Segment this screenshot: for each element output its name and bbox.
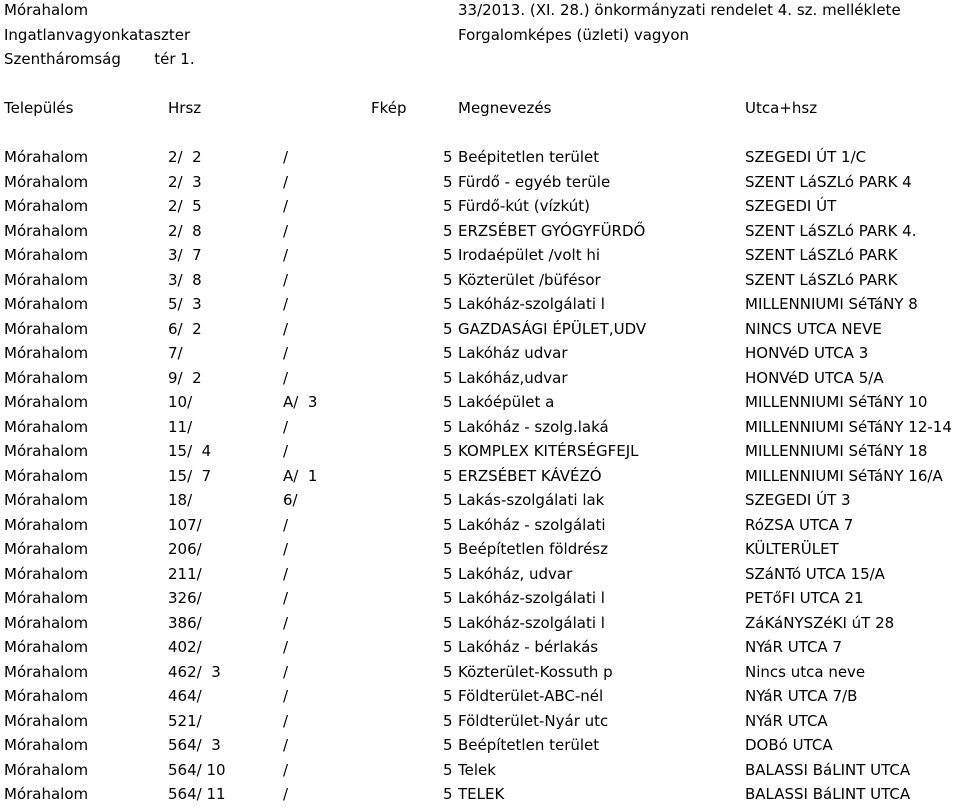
cell-hrsz: 211/ <box>168 564 202 583</box>
cell-hrsz: 564/ 3 <box>168 736 221 754</box>
cell-hrsz: 15/ 7 <box>168 466 212 485</box>
cell-hrsz: 386/ <box>168 613 202 632</box>
cell-utca: NYáR UTCA 7 <box>745 638 843 656</box>
column-header-fkep: Fkép <box>371 99 407 117</box>
cell-fkep: / <box>283 417 289 436</box>
cell-utca: RóZSA UTCA 7 <box>745 515 854 534</box>
cell-fkep: / <box>283 197 289 215</box>
cell-number: 5 <box>443 172 453 191</box>
cell-hrsz: 9/ 2 <box>168 368 202 387</box>
cell-hrsz: 521/ <box>168 711 202 730</box>
cell-fkep: / <box>283 785 289 803</box>
cell-megnevezes: Fürdő - egyéb terüle <box>458 172 611 191</box>
cell-fkep: / <box>283 564 289 583</box>
cell-telepules: Mórahalom <box>4 711 89 730</box>
cell-hrsz: 6/ 2 <box>168 319 202 338</box>
cell-hrsz: 18/ <box>168 491 193 509</box>
cell-fkep: / <box>283 736 289 754</box>
cell-telepules: Mórahalom <box>4 344 89 362</box>
cell-number: 5 <box>443 589 453 607</box>
cell-utca: HONVéD UTCA 5/A <box>745 368 884 387</box>
asset-category: Forgalomképes (üzleti) vagyon <box>458 25 690 44</box>
cell-utca: MILLENNIUMI SéTáNY 18 <box>745 442 928 460</box>
cell-telepules: Mórahalom <box>4 368 89 387</box>
cell-hrsz: 2/ 5 <box>168 197 202 215</box>
cell-telepules: Mórahalom <box>4 417 89 436</box>
cell-utca: SZáNTó UTCA 15/A <box>745 564 885 583</box>
cell-telepules: Mórahalom <box>4 613 89 632</box>
cell-fkep: / <box>283 344 289 362</box>
cell-number: 5 <box>443 662 453 681</box>
cell-hrsz: 2/ 3 <box>168 172 202 191</box>
cell-hrsz: 3/ 8 <box>168 270 202 289</box>
cell-hrsz: 5/ 3 <box>168 295 202 313</box>
cell-number: 5 <box>443 246 453 264</box>
cell-megnevezes: Lakóház - bérlakás <box>458 638 599 656</box>
cell-telepules: Mórahalom <box>4 540 89 558</box>
cell-fkep: / <box>283 442 289 460</box>
cell-hrsz: 2/ 2 <box>168 148 202 166</box>
cell-telepules: Mórahalom <box>4 197 89 215</box>
cell-telepules: Mórahalom <box>4 687 89 705</box>
cell-megnevezes: Közterület /büfésor <box>458 270 601 289</box>
cell-utca: MILLENNIUMI SéTáNY 8 <box>745 295 918 313</box>
cell-telepules: Mórahalom <box>4 295 89 313</box>
column-header-telepules: Település <box>4 99 74 117</box>
cell-megnevezes: Lakóház,udvar <box>458 368 568 387</box>
cell-megnevezes: Lakóház-szolgálati l <box>458 295 605 313</box>
cell-utca: BALASSI BáLINT UTCA <box>745 760 911 779</box>
cell-hrsz: 7/ <box>168 344 183 362</box>
cell-utca: SZENT LáSZLó PARK <box>745 246 898 264</box>
cell-utca: SZEGEDI ÚT 3 <box>745 491 851 509</box>
cell-utca: SZEGEDI ÚT <box>745 197 837 215</box>
cell-hrsz: 206/ <box>168 540 202 558</box>
cell-fkep: / <box>283 662 289 681</box>
cell-telepules: Mórahalom <box>4 736 89 754</box>
cell-megnevezes: Lakóház, udvar <box>458 564 573 583</box>
cell-telepules: Mórahalom <box>4 172 89 191</box>
cell-number: 5 <box>443 736 453 754</box>
cell-fkep: / <box>283 613 289 632</box>
cell-utca: DOBó UTCA <box>745 736 833 754</box>
cell-telepules: Mórahalom <box>4 638 89 656</box>
cell-telepules: Mórahalom <box>4 515 89 534</box>
cell-telepules: Mórahalom <box>4 466 89 485</box>
cell-number: 5 <box>443 270 453 289</box>
cell-fkep: A/ 3 <box>283 393 318 411</box>
cell-fkep: / <box>283 687 289 705</box>
cell-hrsz: 564/ 10 <box>168 760 226 779</box>
cell-megnevezes: Beépitetlen terület <box>458 148 600 166</box>
cell-fkep: / <box>283 295 289 313</box>
decree-title: 33/2013. (XI. 28.) önkormányzati rendelet 4. sz. melléklete <box>458 1 901 19</box>
cell-fkep: / <box>283 270 289 289</box>
cell-number: 5 <box>443 221 453 240</box>
cell-number: 5 <box>443 760 453 779</box>
cell-number: 5 <box>443 442 453 460</box>
cell-megnevezes: Lakás-szolgálati lak <box>458 491 605 509</box>
cell-hrsz: 3/ 7 <box>168 246 202 264</box>
cell-megnevezes: KOMPLEX KITÉRSÉGFEJL <box>458 442 639 460</box>
cell-number: 5 <box>443 711 453 730</box>
cell-number: 5 <box>443 319 453 338</box>
cell-fkep: / <box>283 589 289 607</box>
cell-megnevezes: ERZSÉBET KÁVÉZÓ <box>458 466 602 485</box>
cell-fkep: / <box>283 540 289 558</box>
cell-number: 5 <box>443 540 453 558</box>
header-line-1: Mórahalom <box>4 1 89 19</box>
cell-hrsz: 462/ 3 <box>168 662 221 681</box>
cell-fkep: / <box>283 221 289 240</box>
cell-utca: SZENT LáSZLó PARK 4. <box>745 221 917 240</box>
cell-telepules: Mórahalom <box>4 148 89 166</box>
cell-megnevezes: Földterület-ABC-nél <box>458 687 604 705</box>
cell-telepules: Mórahalom <box>4 564 89 583</box>
cell-telepules: Mórahalom <box>4 393 89 411</box>
cell-utca: NYáR UTCA 7/B <box>745 687 858 705</box>
cell-utca: ZáKáNYSZéKI úT 28 <box>745 613 895 632</box>
cell-utca: BALASSI BáLINT UTCA <box>745 785 911 803</box>
cell-number: 5 <box>443 638 453 656</box>
cell-number: 5 <box>443 491 453 509</box>
cell-megnevezes: Lakóház-szolgálati l <box>458 589 605 607</box>
cell-number: 5 <box>443 295 453 313</box>
cell-megnevezes: GAZDASÁGI ÉPÜLET,UDV <box>458 319 647 338</box>
cell-telepules: Mórahalom <box>4 221 89 240</box>
cell-telepules: Mórahalom <box>4 491 89 509</box>
cell-number: 5 <box>443 197 453 215</box>
cell-fkep: / <box>283 368 289 387</box>
cell-utca: MILLENNIUMI SéTáNY 12-14 <box>745 417 952 436</box>
cell-telepules: Mórahalom <box>4 589 89 607</box>
cell-utca: MILLENNIUMI SéTáNY 10 <box>745 393 928 411</box>
cell-number: 5 <box>443 466 453 485</box>
cell-megnevezes: Közterület-Kossuth p <box>458 662 613 681</box>
cell-utca: NYáR UTCA <box>745 711 828 730</box>
cell-fkep: A/ 1 <box>283 466 318 485</box>
cell-fkep: / <box>283 638 289 656</box>
cell-megnevezes: Telek <box>458 760 496 779</box>
cell-hrsz: 402/ <box>168 638 202 656</box>
cell-number: 5 <box>443 687 453 705</box>
column-header-megnevezes: Megnevezés <box>458 99 552 117</box>
cell-telepules: Mórahalom <box>4 662 89 681</box>
cell-fkep: / <box>283 246 289 264</box>
cell-telepules: Mórahalom <box>4 246 89 264</box>
cell-fkep: / <box>283 319 289 338</box>
cell-fkep: 6/ <box>283 491 298 509</box>
cell-utca: Nincs utca neve <box>745 662 866 681</box>
cell-megnevezes: TELEK <box>458 785 505 803</box>
cell-hrsz: 107/ <box>168 515 202 534</box>
cell-fkep: / <box>283 172 289 191</box>
cell-megnevezes: Lakóház - szolg.laká <box>458 417 609 436</box>
cell-telepules: Mórahalom <box>4 442 89 460</box>
cell-number: 5 <box>443 148 453 166</box>
cell-number: 5 <box>443 564 453 583</box>
cell-hrsz: 15/ 4 <box>168 442 212 460</box>
cell-number: 5 <box>443 785 453 803</box>
column-header-utca: Utca+hsz <box>745 99 818 117</box>
cell-fkep: / <box>283 515 289 534</box>
cell-utca: SZENT LáSZLó PARK 4 <box>745 172 912 191</box>
header-line-2: Ingatlanvagyonkataszter <box>4 25 191 44</box>
cell-hrsz: 10/ <box>168 393 193 411</box>
cell-telepules: Mórahalom <box>4 785 89 803</box>
cell-number: 5 <box>443 613 453 632</box>
cell-megnevezes: Fürdő-kút (vízkút) <box>458 197 590 215</box>
cell-megnevezes: ERZSÉBET GYÓGYFÜRDŐ <box>458 221 646 240</box>
cell-utca: NINCS UTCA NEVE <box>745 319 882 338</box>
cell-hrsz: 564/ 11 <box>168 785 226 803</box>
header-line-3: Szentháromság tér 1. <box>4 50 195 68</box>
cell-number: 5 <box>443 393 453 411</box>
cell-utca: HONVéD UTCA 3 <box>745 344 869 362</box>
cell-utca: KÜLTERÜLET <box>745 540 839 558</box>
cell-hrsz: 326/ <box>168 589 202 607</box>
cell-hrsz: 2/ 8 <box>168 221 202 240</box>
cell-hrsz: 464/ <box>168 687 202 705</box>
cell-megnevezes: Lakóház - szolgálati <box>458 515 606 534</box>
cell-fkep: / <box>283 148 289 166</box>
cell-fkep: / <box>283 711 289 730</box>
cell-fkep: / <box>283 760 289 779</box>
cell-telepules: Mórahalom <box>4 319 89 338</box>
cell-utca: SZENT LáSZLó PARK <box>745 270 898 289</box>
cell-number: 5 <box>443 344 453 362</box>
cell-megnevezes: Lakóház udvar <box>458 344 568 362</box>
cell-utca: PETőFI UTCA 21 <box>745 589 864 607</box>
cell-telepules: Mórahalom <box>4 270 89 289</box>
cell-megnevezes: Beépítetlen földrész <box>458 540 608 558</box>
cell-megnevezes: Irodaépület /volt hi <box>458 246 601 264</box>
cell-utca: SZEGEDI ÚT 1/C <box>745 148 867 166</box>
cell-megnevezes: Földterület-Nyár utc <box>458 711 609 730</box>
cell-number: 5 <box>443 417 453 436</box>
cell-telepules: Mórahalom <box>4 760 89 779</box>
cell-number: 5 <box>443 368 453 387</box>
column-header-hrsz: Hrsz <box>168 99 202 117</box>
cell-utca: MILLENNIUMI SéTáNY 16/A <box>745 466 943 485</box>
cell-megnevezes: Lakóépület a <box>458 393 555 411</box>
cell-megnevezes: Lakóház-szolgálati l <box>458 613 605 632</box>
cell-number: 5 <box>443 515 453 534</box>
cell-hrsz: 11/ <box>168 417 193 436</box>
cell-megnevezes: Beépítetlen terület <box>458 736 600 754</box>
